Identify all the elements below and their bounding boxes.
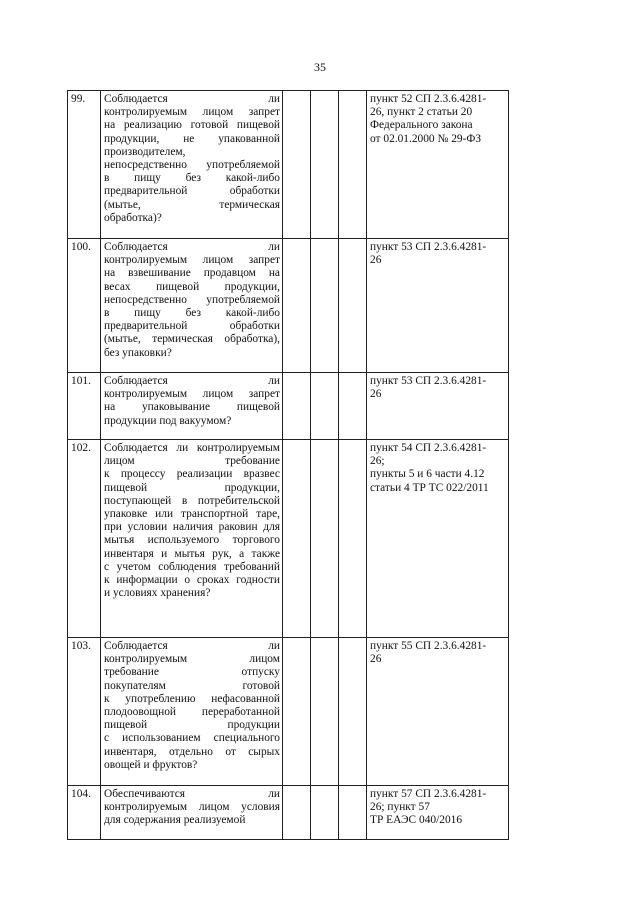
reference-line: 26 <box>370 388 382 401</box>
reference-line: пункт 53 СП 2.3.6.4281- <box>370 241 487 253</box>
question-line: Соблюдается ли <box>104 241 280 253</box>
question-line: с учетом соблюдения требований <box>104 560 280 573</box>
question-line: пищевой продукции <box>104 719 280 732</box>
answer-cell <box>283 638 311 786</box>
answer-cell <box>311 91 339 239</box>
question-line: овощей и фруктов? <box>104 758 198 771</box>
reference-line: от 02.01.2000 № 29-ФЗ <box>370 132 482 145</box>
legal-reference <box>367 638 509 786</box>
answer-cell <box>311 786 339 840</box>
answer-cell <box>283 239 311 373</box>
answer-cell <box>311 239 339 373</box>
question-line: производителем, <box>104 145 186 158</box>
table-row <box>68 91 509 239</box>
question-line: на реализацию готовой пищевой <box>104 119 280 132</box>
answer-cell <box>339 786 367 840</box>
reference-line: Федерального закона <box>370 119 473 132</box>
legal-reference <box>367 440 509 638</box>
question-line: на упаковывание пищевой <box>104 401 280 414</box>
question-line: лицом требование <box>104 455 280 468</box>
requirement-question <box>101 786 283 840</box>
question-line: в пищу без какой-либо <box>104 172 280 185</box>
legal-reference <box>367 786 509 840</box>
checklist-table <box>67 90 509 840</box>
reference-line: пункт 53 СП 2.3.6.4281- <box>370 375 487 387</box>
reference-line: пункты 5 и 6 части 4.12 <box>370 468 485 481</box>
table-row <box>68 786 509 840</box>
row-number: 100. <box>68 239 101 373</box>
question-line: предварительной обработки <box>104 185 280 198</box>
question-line: плодоовощной переработанной <box>104 706 280 719</box>
question-line: с использованием специального <box>104 732 280 745</box>
reference-line: ТР ЕАЭС 040/2016 <box>370 814 463 827</box>
reference-line: пункт 52 СП 2.3.6.4281- <box>370 93 487 105</box>
question-line: непосредственно употребляемой <box>104 293 280 306</box>
question-line: поступающей в потребительской <box>104 494 280 507</box>
question-line: (мытье, термическая обработка), <box>104 333 280 346</box>
answer-cell <box>339 440 367 638</box>
question-line: на взвешивание продавцом на <box>104 267 280 280</box>
question-line: продукции под вакуумом? <box>104 414 232 427</box>
question-line: пищевой продукции, <box>104 481 280 494</box>
question-line: в пищу без какой-либо <box>104 307 280 320</box>
question-line: продукции, не упакованной <box>104 132 280 145</box>
requirement-question <box>101 638 283 786</box>
requirement-question <box>101 373 283 440</box>
question-line: к процессу реализации вразвес <box>104 468 280 481</box>
question-line: покупателям готовой <box>104 679 280 692</box>
reference-line: пункт 57 СП 2.3.6.4281- <box>370 788 487 800</box>
row-number: 101. <box>68 373 101 440</box>
question-line: упаковке или транспортной таре, <box>104 508 280 521</box>
answer-cell <box>283 440 311 638</box>
question-line: для содержания реализуемой <box>104 814 246 827</box>
answer-cell <box>339 373 367 440</box>
legal-reference <box>367 239 509 373</box>
question-line: без упаковки? <box>104 346 172 359</box>
reference-line: пункт 55 СП 2.3.6.4281- <box>370 640 487 652</box>
checklist-rows <box>68 91 509 840</box>
question-line: (мытье, термическая <box>104 198 280 211</box>
row-number: 102. <box>68 440 101 638</box>
question-line: Соблюдается ли контролируемым <box>104 442 280 454</box>
reference-line: 26 <box>370 254 382 267</box>
page-number: 35 <box>314 60 326 74</box>
question-line: контролируемым лицом <box>104 653 280 666</box>
question-line: Соблюдается ли <box>104 93 280 105</box>
legal-reference <box>367 373 509 440</box>
question-line: инвентаря и мытья рук, а также <box>104 547 280 560</box>
requirement-question <box>101 91 283 239</box>
question-line: Обеспечиваются ли <box>104 788 280 800</box>
answer-cell <box>339 91 367 239</box>
answer-cell <box>283 786 311 840</box>
answer-cell <box>311 638 339 786</box>
table-row <box>68 239 509 373</box>
reference-line: 26, пункт 2 статьи 20 <box>370 106 473 119</box>
row-number: 99. <box>68 91 101 239</box>
answer-cell <box>311 440 339 638</box>
reference-line: 26 <box>370 653 382 666</box>
answer-cell <box>339 638 367 786</box>
question-line: обработка)? <box>104 211 162 224</box>
question-line: к употреблению нефасованной <box>104 692 280 705</box>
question-line: контролируемым лицом условия <box>104 801 280 814</box>
answer-cell <box>283 91 311 239</box>
question-line: инвентаря, отдельно от сырых <box>104 745 280 758</box>
reference-line: пункт 54 СП 2.3.6.4281- <box>370 442 487 454</box>
question-line: мытья используемого торгового <box>104 534 280 547</box>
row-number: 103. <box>68 638 101 786</box>
question-line: контролируемым лицом запрет <box>104 106 280 119</box>
legal-reference <box>367 91 509 239</box>
answer-cell <box>311 373 339 440</box>
table-row <box>68 373 509 440</box>
question-line: контролируемым лицом запрет <box>104 388 280 401</box>
row-number: 104. <box>68 786 101 840</box>
answer-cell <box>339 239 367 373</box>
question-line: весах пищевой продукции, <box>104 280 280 293</box>
question-line: требование отпуску <box>104 666 280 679</box>
question-line: Соблюдается ли <box>104 640 280 652</box>
reference-line: 26; <box>370 455 385 468</box>
requirement-question <box>101 440 283 638</box>
question-line: контролируемым лицом запрет <box>104 254 280 267</box>
requirement-question <box>101 239 283 373</box>
table-row <box>68 638 509 786</box>
table-row <box>68 440 509 638</box>
question-line: непосредственно употребляемой <box>104 159 280 172</box>
reference-line: 26; пункт 57 <box>370 801 430 814</box>
question-line: при условии наличия раковин для <box>104 521 280 534</box>
question-line: предварительной обработки <box>104 320 280 333</box>
question-line: к информации о сроках годности <box>104 574 280 587</box>
question-line: Соблюдается ли <box>104 375 280 387</box>
reference-line: статьи 4 ТР ТС 022/2011 <box>370 481 489 494</box>
answer-cell <box>283 373 311 440</box>
question-line: и условиях хранения? <box>104 587 211 600</box>
